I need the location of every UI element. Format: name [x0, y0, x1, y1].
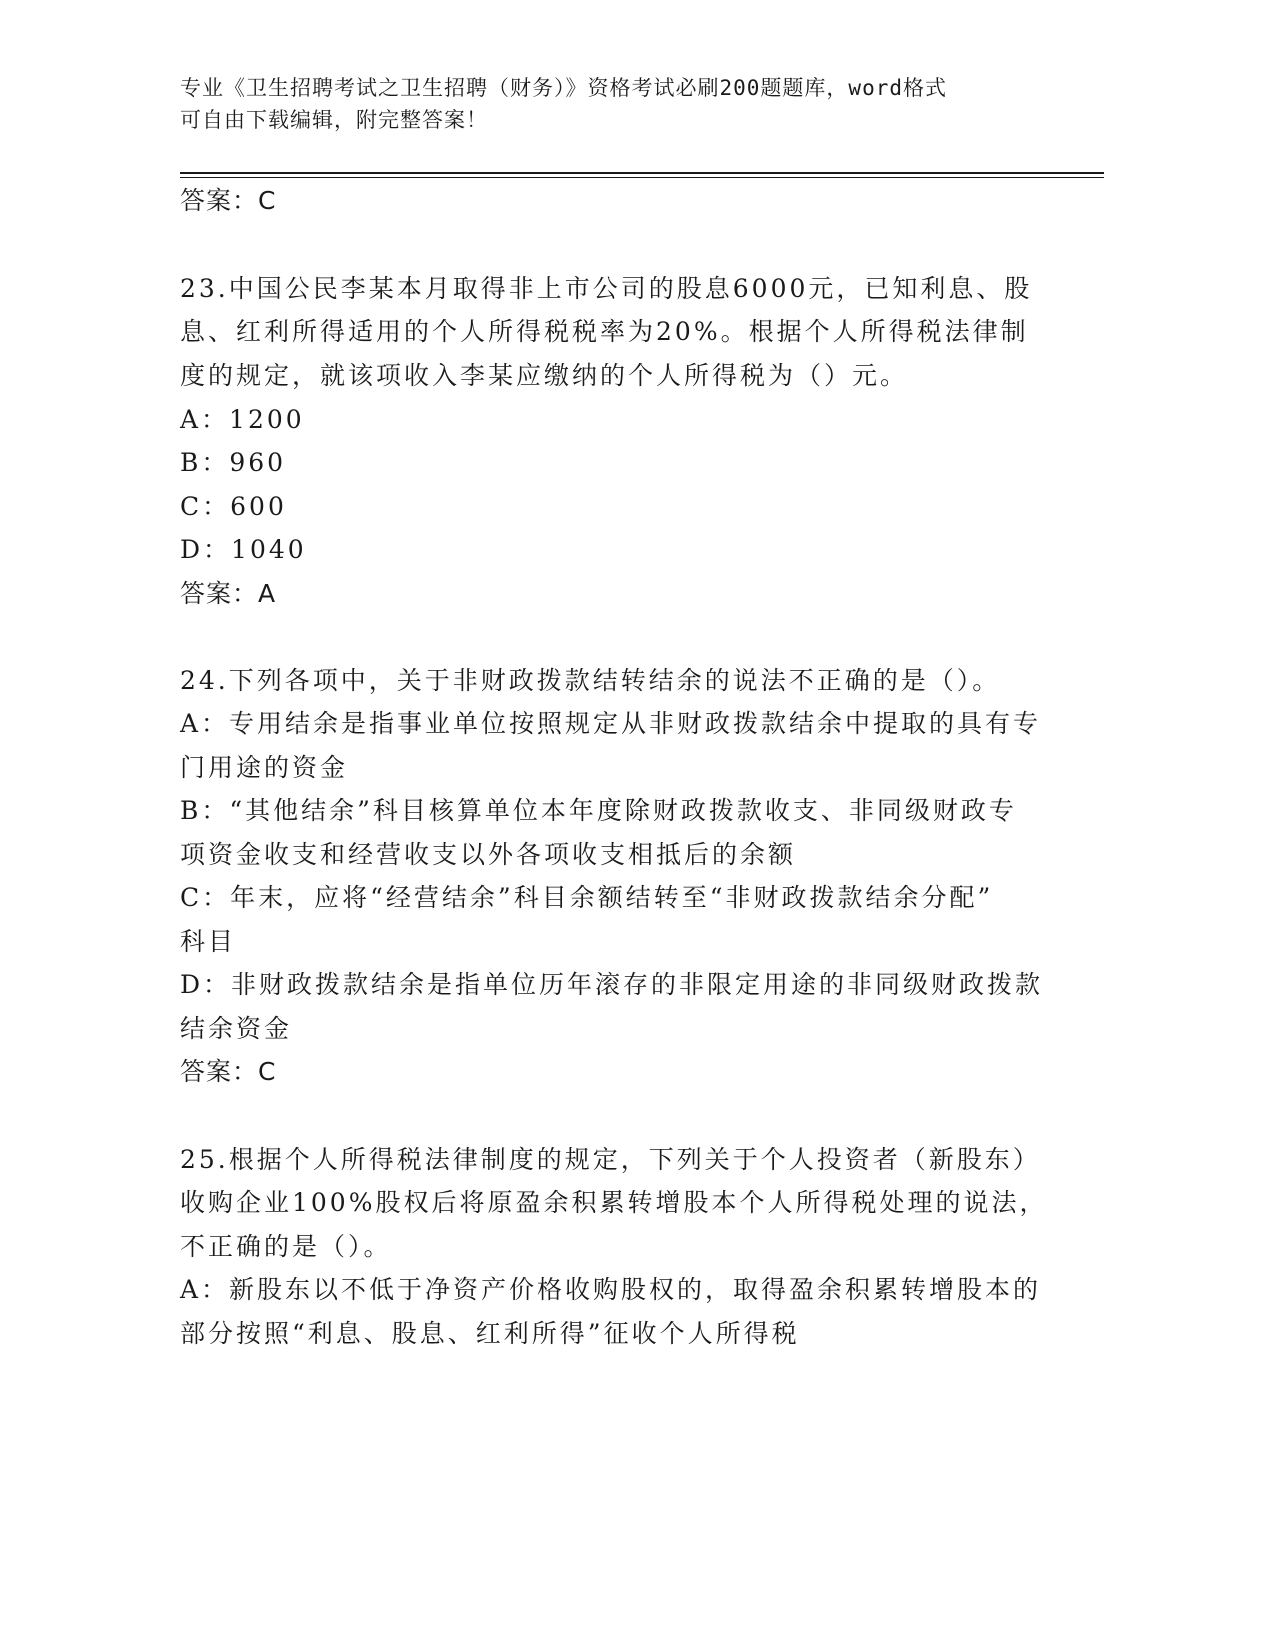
q25-stem-line-2: 收购企业100%股权后将原盈余积累转增股本个人所得税处理的说法， — [180, 1188, 1048, 1217]
header-divider-thin — [180, 177, 1104, 178]
document-header — [180, 72, 1060, 136]
q23-stem-line-3: 度的规定，就该项收入李某应缴纳的个人所得税为（）元。 — [180, 361, 909, 390]
header-divider-thick — [180, 172, 1104, 174]
q23-option-c: C：600 — [180, 492, 287, 521]
header-title-line-2: 可自由下载编辑，附完整答案！ — [180, 108, 488, 132]
q25-option-a-line-2: 部分按照“利息、股息、红利所得”征收个人所得税 — [180, 1319, 800, 1348]
previous-answer: 答案：C — [180, 186, 277, 215]
q24-option-c-line-1: C：年末，应将“经营结余”科目余额结转至“非财政拨款结余分配” — [180, 883, 994, 912]
q23-stem-line-2: 息、红利所得适用的个人所得税税率为20%。根据个人所得税法律制 — [180, 317, 1029, 346]
q23-option-a: A：1200 — [180, 405, 305, 434]
q25-stem-line-1: 25.根据个人所得税法律制度的规定，下列关于个人投资者（新股东） — [180, 1145, 1041, 1174]
q25-option-a-line-1: A：新股东以不低于净资产价格收购股权的，取得盈余积累转增股本的 — [180, 1275, 1042, 1304]
q24-option-b-line-2: 项资金收支和经营收支以外各项收支相抵后的余额 — [180, 840, 797, 869]
q23-stem-line-1: 23.中国公民李某本月取得非上市公司的股息6000元，已知利息、股 — [180, 274, 1033, 303]
q23-option-d: D：1040 — [180, 535, 307, 564]
q23-option-b: B：960 — [180, 448, 287, 477]
q24-option-d-line-2: 结余资金 — [180, 1014, 293, 1043]
q24-option-d-line-1: D：非财政拨款结余是指单位历年滚存的非限定用途的非同级财政拨款 — [180, 970, 1044, 999]
q24-stem-line-1: 24.下列各项中，关于非财政拨款结转结余的说法不正确的是（）。 — [180, 666, 1001, 695]
q24-option-b-line-1: B：“其他结余”科目核算单位本年度除财政拨款收支、非同级财政专 — [180, 796, 1017, 825]
q24-option-a-line-2: 门用途的资金 — [180, 753, 349, 782]
header-title-line-1: 专业《卫生招聘考试之卫生招聘（财务）》资格考试必刷200题题库，word格式 — [180, 76, 947, 100]
q25-stem-line-3: 不正确的是（）。 — [180, 1232, 392, 1261]
q24-option-a-line-1: A：专用结余是指事业单位按照规定从非财政拨款结余中提取的具有专 — [180, 709, 1042, 738]
q24-option-c-line-2: 科目 — [180, 927, 237, 956]
q24-answer: 答案：C — [180, 1057, 277, 1086]
q23-answer: 答案：A — [180, 579, 277, 608]
